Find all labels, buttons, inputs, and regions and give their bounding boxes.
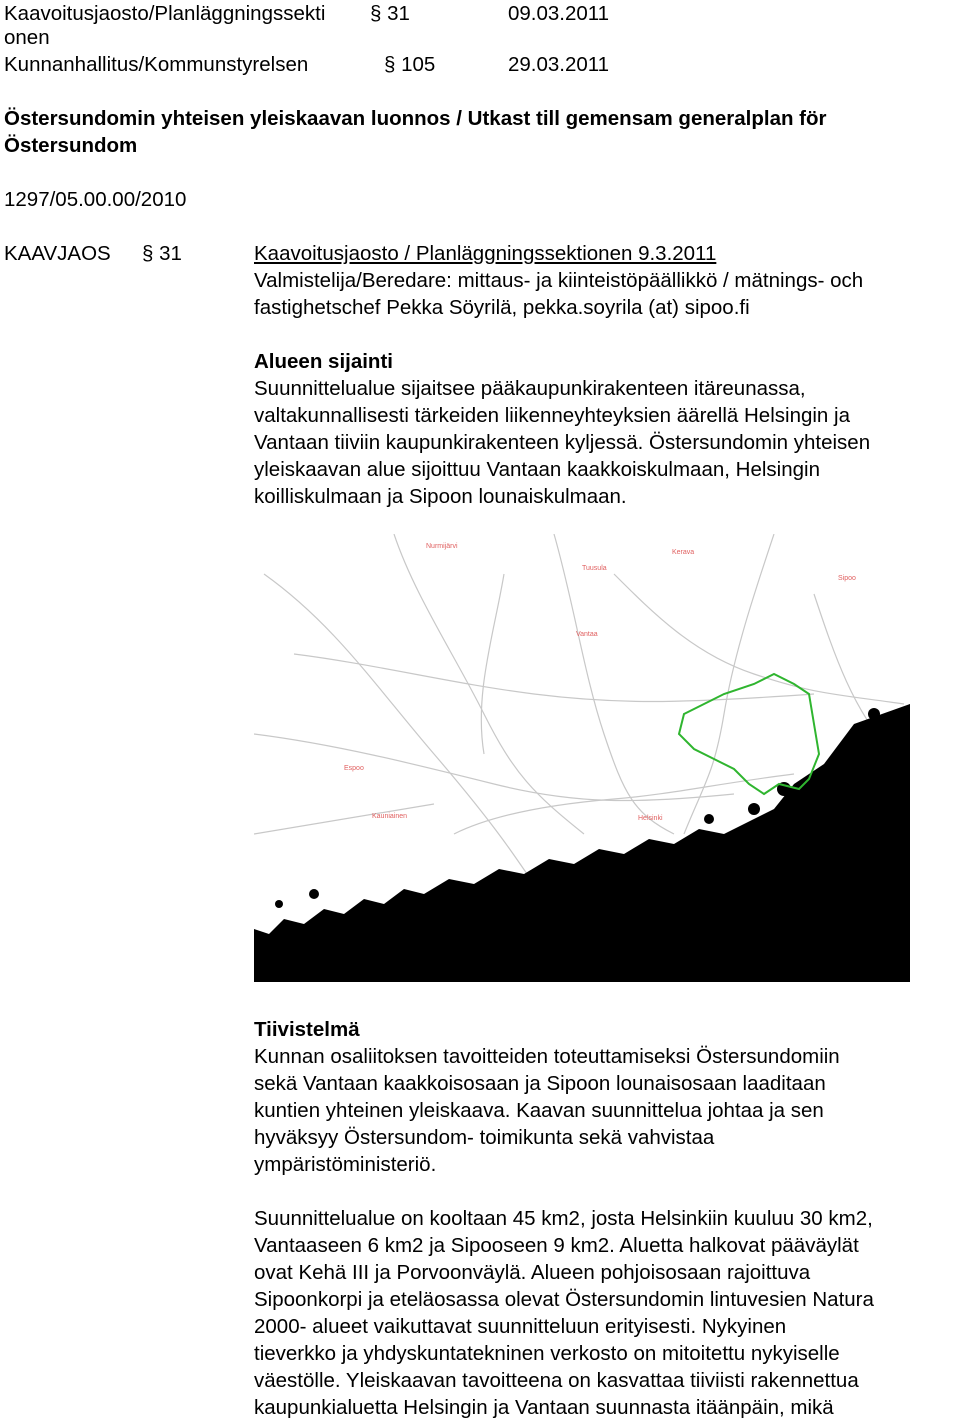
meeting-code: KAAVJAOS — [4, 242, 111, 265]
location-heading: Alueen sijainti — [254, 350, 393, 373]
summary-line: ympäristöministeriö. — [254, 1153, 437, 1176]
meeting-section: § 31 — [142, 242, 182, 265]
map-label: Helsinki — [638, 815, 663, 822]
location-line: Suunnittelualue sijaitsee pääkaupunkirakenteen itäreunassa, — [254, 377, 806, 400]
map-label: Espoo — [344, 765, 364, 772]
header-date-1: 09.03.2011 — [508, 2, 610, 25]
map-label: Nurmijärvi — [426, 543, 458, 550]
preparer-line-1: Valmistelija/Beredare: mittaus- ja kiinteistöpäällikkö / mätnings- och — [254, 269, 864, 292]
summary-line: väestölle. Yleiskaavan tavoitteena on kasvattaa tiiviisti rakennettua — [254, 1369, 859, 1392]
meeting-body-date: Kaavoitusjaosto / Planläggningssektionen 9.3.2011 — [254, 242, 717, 265]
location-line: koilliskulmaan ja Sipoon lounaiskulmaan. — [254, 485, 627, 508]
location-section — [254, 348, 958, 510]
map-label: Sipoo — [838, 575, 856, 582]
header-body-2: Kunnanhallitus/Kommunstyrelsen — [4, 53, 309, 76]
header-date-2: 29.03.2011 — [508, 53, 610, 76]
location-line: valtakunnallisesti tärkeiden liikenneyhteyksien äärellä Helsingin ja — [254, 404, 850, 427]
summary-line: kuntien yhteinen yleiskaava. Kaavan suunnittelua johtaa ja sen — [254, 1099, 824, 1122]
summary-line: sekä Vantaan kaakkoisosaan ja Sipoon lounaisosaan laaditaan — [254, 1072, 826, 1095]
header-body-1-cont: onen — [4, 26, 50, 49]
diary-number: 1297/05.00.00/2010 — [4, 188, 187, 211]
location-map — [254, 534, 910, 982]
map-label: Vantaa — [576, 631, 598, 638]
document-title-line-2: Östersundom — [4, 134, 138, 157]
map-label: Tuusula — [582, 565, 607, 572]
preparer-line-2: fastighetschef Pekka Söyrilä, pekka.soyrila (at) sipoo.fi — [254, 296, 750, 319]
summary-section — [254, 1016, 958, 1178]
summary-line: 2000- alueet vaikuttavat suunnitteluun erityisesti. Nykyinen — [254, 1315, 787, 1338]
summary-heading: Tiivistelmä — [254, 1018, 360, 1041]
summary-line: Vantaaseen 6 km2 ja Sipooseen 9 km2. Aluetta halkovat pääväylät — [254, 1234, 859, 1257]
header-section-2: § 105 — [384, 53, 436, 76]
header-section-1: § 31 — [370, 2, 410, 25]
summary-paragraph-2 — [254, 1205, 958, 1421]
summary-line: ovat Kehä III ja Porvoonväylä. Alueen pohjoisosaan rajoittuva — [254, 1261, 811, 1284]
map-label: Kauniainen — [372, 813, 408, 820]
map-label: Kerava — [672, 549, 695, 556]
location-line: Vantaan tiiviin kaupunkirakenteen kyljessä. Östersundomin yhteisen — [254, 431, 871, 454]
summary-line: Suunnittelualue on kooltaan 45 km2, josta Helsinkiin kuuluu 30 km2, — [254, 1207, 873, 1230]
summary-line: Kunnan osaliitoksen tavoitteiden toteuttamiseksi Östersundomiin — [254, 1045, 840, 1068]
header-body-1: Kaavoitusjaosto/Planläggningssekti — [4, 2, 326, 25]
summary-line: tieverkko ja yhdyskuntatekninen verkosto on mitoitettu nykyiselle — [254, 1342, 840, 1365]
document-title-line-1: Östersundomin yhteisen yleiskaavan luonnos / Utkast till gemensam generalplan för — [4, 107, 827, 130]
summary-line: hyväksyy Östersundom- toimikunta sekä vahvistaa — [254, 1126, 715, 1149]
summary-line: kaupunkialuetta Helsingin ja Vantaan suunnasta itäänpäin, mikä — [254, 1396, 834, 1419]
location-line: yleiskaavan alue sijoittuu Vantaan kaakkoiskulmaan, Helsingin — [254, 458, 820, 481]
summary-line: Sipoonkorpi ja eteläosassa olevat Östersundomin lintuvesien Natura — [254, 1288, 874, 1311]
